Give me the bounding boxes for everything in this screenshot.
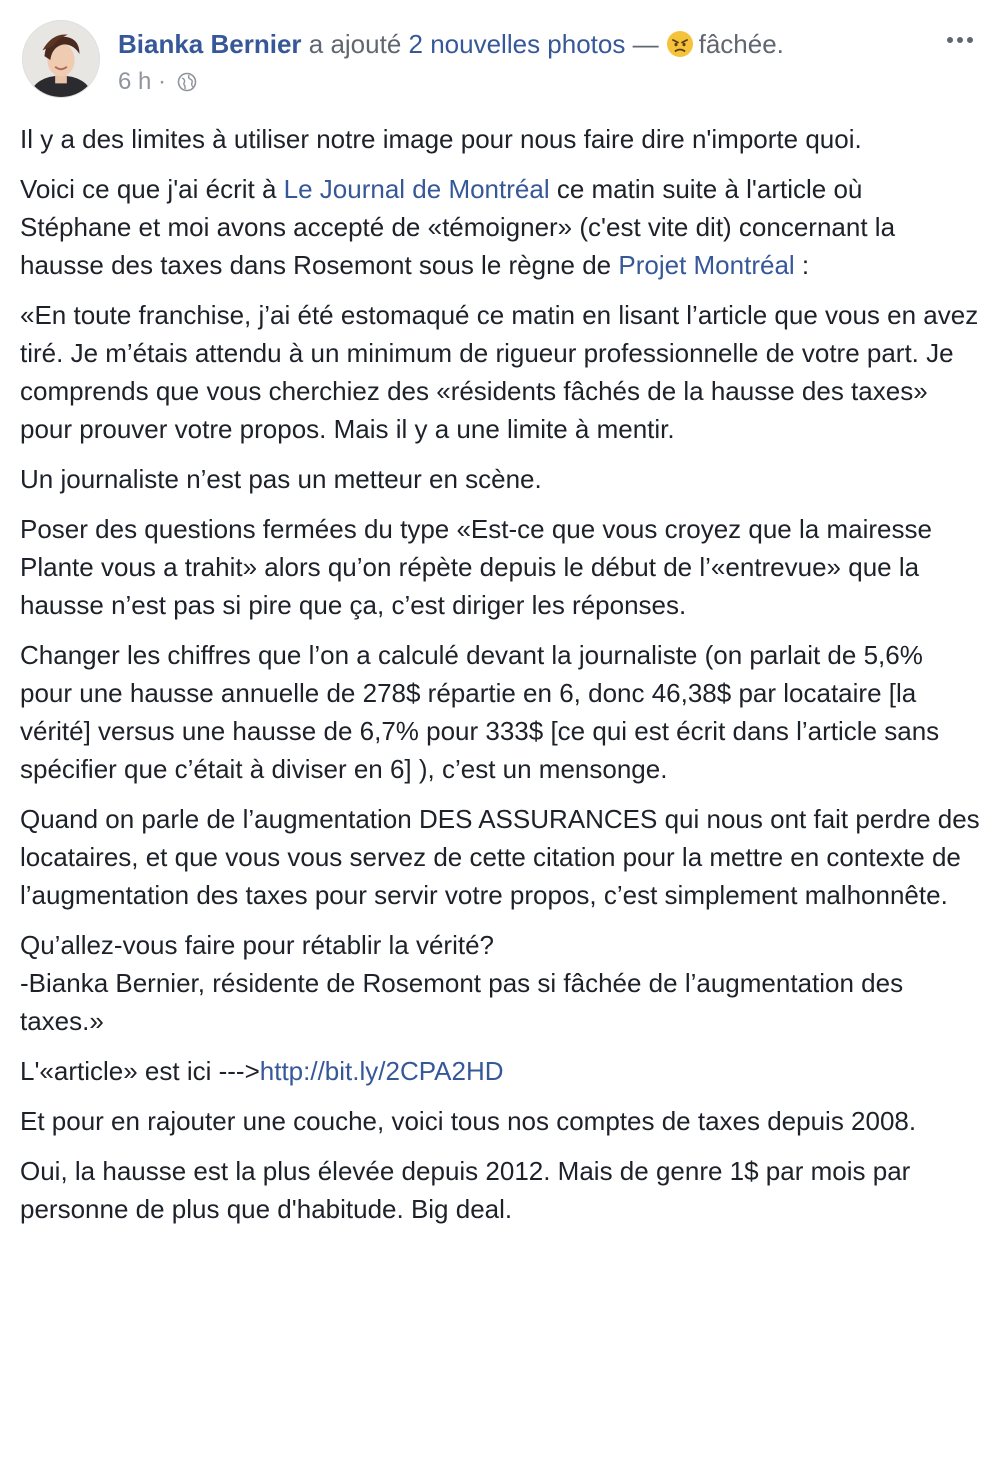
paragraph: Un journaliste n’est pas un metteur en scène.	[20, 464, 542, 494]
paragraph: «En toute franchise, j’ai été estomaqué ce matin en lisant l’article que vous en avez tiré. Je m’étais attendu à un minimum de rigueur professionnelle de votre part. Je comprends que vous cherchiez des «résidents fâchés de la hausse des taxes» pour prouver votre propos. Mais il y a une limite à mentir.	[20, 300, 979, 444]
post-body	[20, 120, 980, 1240]
text-segment: Voici ce que j'ai écrit à	[20, 174, 284, 204]
article-link[interactable]: http://bit.ly/2CPA2HD	[259, 1056, 504, 1086]
text-line: Qu’allez-vous faire pour rétablir la vérité?	[20, 930, 494, 960]
paragraph	[20, 170, 980, 284]
author-line	[118, 28, 784, 60]
paragraph	[20, 1052, 980, 1090]
paragraph: Il y a des limites à utiliser notre image pour nous faire dire n'importe quoi.	[20, 124, 862, 154]
author-name-link[interactable]: Bianka Bernier	[118, 29, 302, 59]
more-options-icon[interactable]	[946, 30, 974, 50]
post-header	[22, 20, 978, 104]
globe-icon[interactable]	[177, 72, 197, 92]
feeling-text: fâchée.	[698, 29, 784, 59]
feeling-separator: —	[632, 29, 659, 59]
text-segment: ce matin suite à l'article où Stéphane et moi avons accepté de «témoigner» (c'est vite dit) concernant la hausse des taxes dans Rosemont sous le règne de	[20, 174, 896, 280]
paragraph: Et pour en rajouter une couche, voici tous nos comptes de taxes depuis 2008.	[20, 1106, 917, 1136]
photos-link[interactable]: 2 nouvelles photos	[408, 29, 626, 59]
avatar[interactable]	[22, 20, 100, 98]
paragraph: Changer les chiffres que l’on a calculé devant la journaliste (on parlait de 5,6% pour une hausse annuelle de 278$ répartie en 6, donc 46,38$ par locataire [la vérité] versus une hausse de 6,7% pour 333$ [ce qui est écrit dans l’article sans spécifier que c’était à diviser en 6] ), c’est un mensonge.	[20, 640, 940, 784]
post-timestamp[interactable]: 6 h	[118, 68, 152, 95]
meta-separator: ·	[158, 68, 167, 95]
paragraph: Quand on parle de l’augmentation DES ASSURANCES qui nous ont fait perdre des locataires, et que vous vous servez de cette citation pour la mettre en contexte de l’augmentation des taxes pour servir votre propos, c’est simplement malhonnête.	[20, 804, 980, 910]
text-segment: :	[794, 250, 810, 280]
journal-de-montreal-link[interactable]: Le Journal de Montréal	[283, 174, 550, 204]
action-text: a ajouté	[308, 29, 402, 59]
text-line: -Bianka Bernier, résidente de Rosemont pas si fâchée de l’augmentation des taxes.»	[20, 968, 904, 1036]
projet-montreal-link[interactable]: Projet Montréal	[618, 250, 795, 280]
paragraph	[20, 926, 980, 1040]
text-segment: L'«article» est ici --->	[20, 1056, 260, 1086]
paragraph: Poser des questions fermées du type «Est-ce que vous croyez que la mairesse Plante vous a trahit» alors qu’on répète depuis le début de l’«entrevue» que la hausse n’est pas si pire que ça, c’est diriger les réponses.	[20, 514, 932, 620]
avatar-photo	[23, 21, 99, 97]
angry-emoji-icon	[665, 29, 695, 59]
paragraph: Oui, la hausse est la plus élevée depuis 2012. Mais de genre 1$ par mois par personne de plus que d'habitude. Big deal.	[20, 1156, 911, 1224]
post-meta	[118, 68, 197, 96]
